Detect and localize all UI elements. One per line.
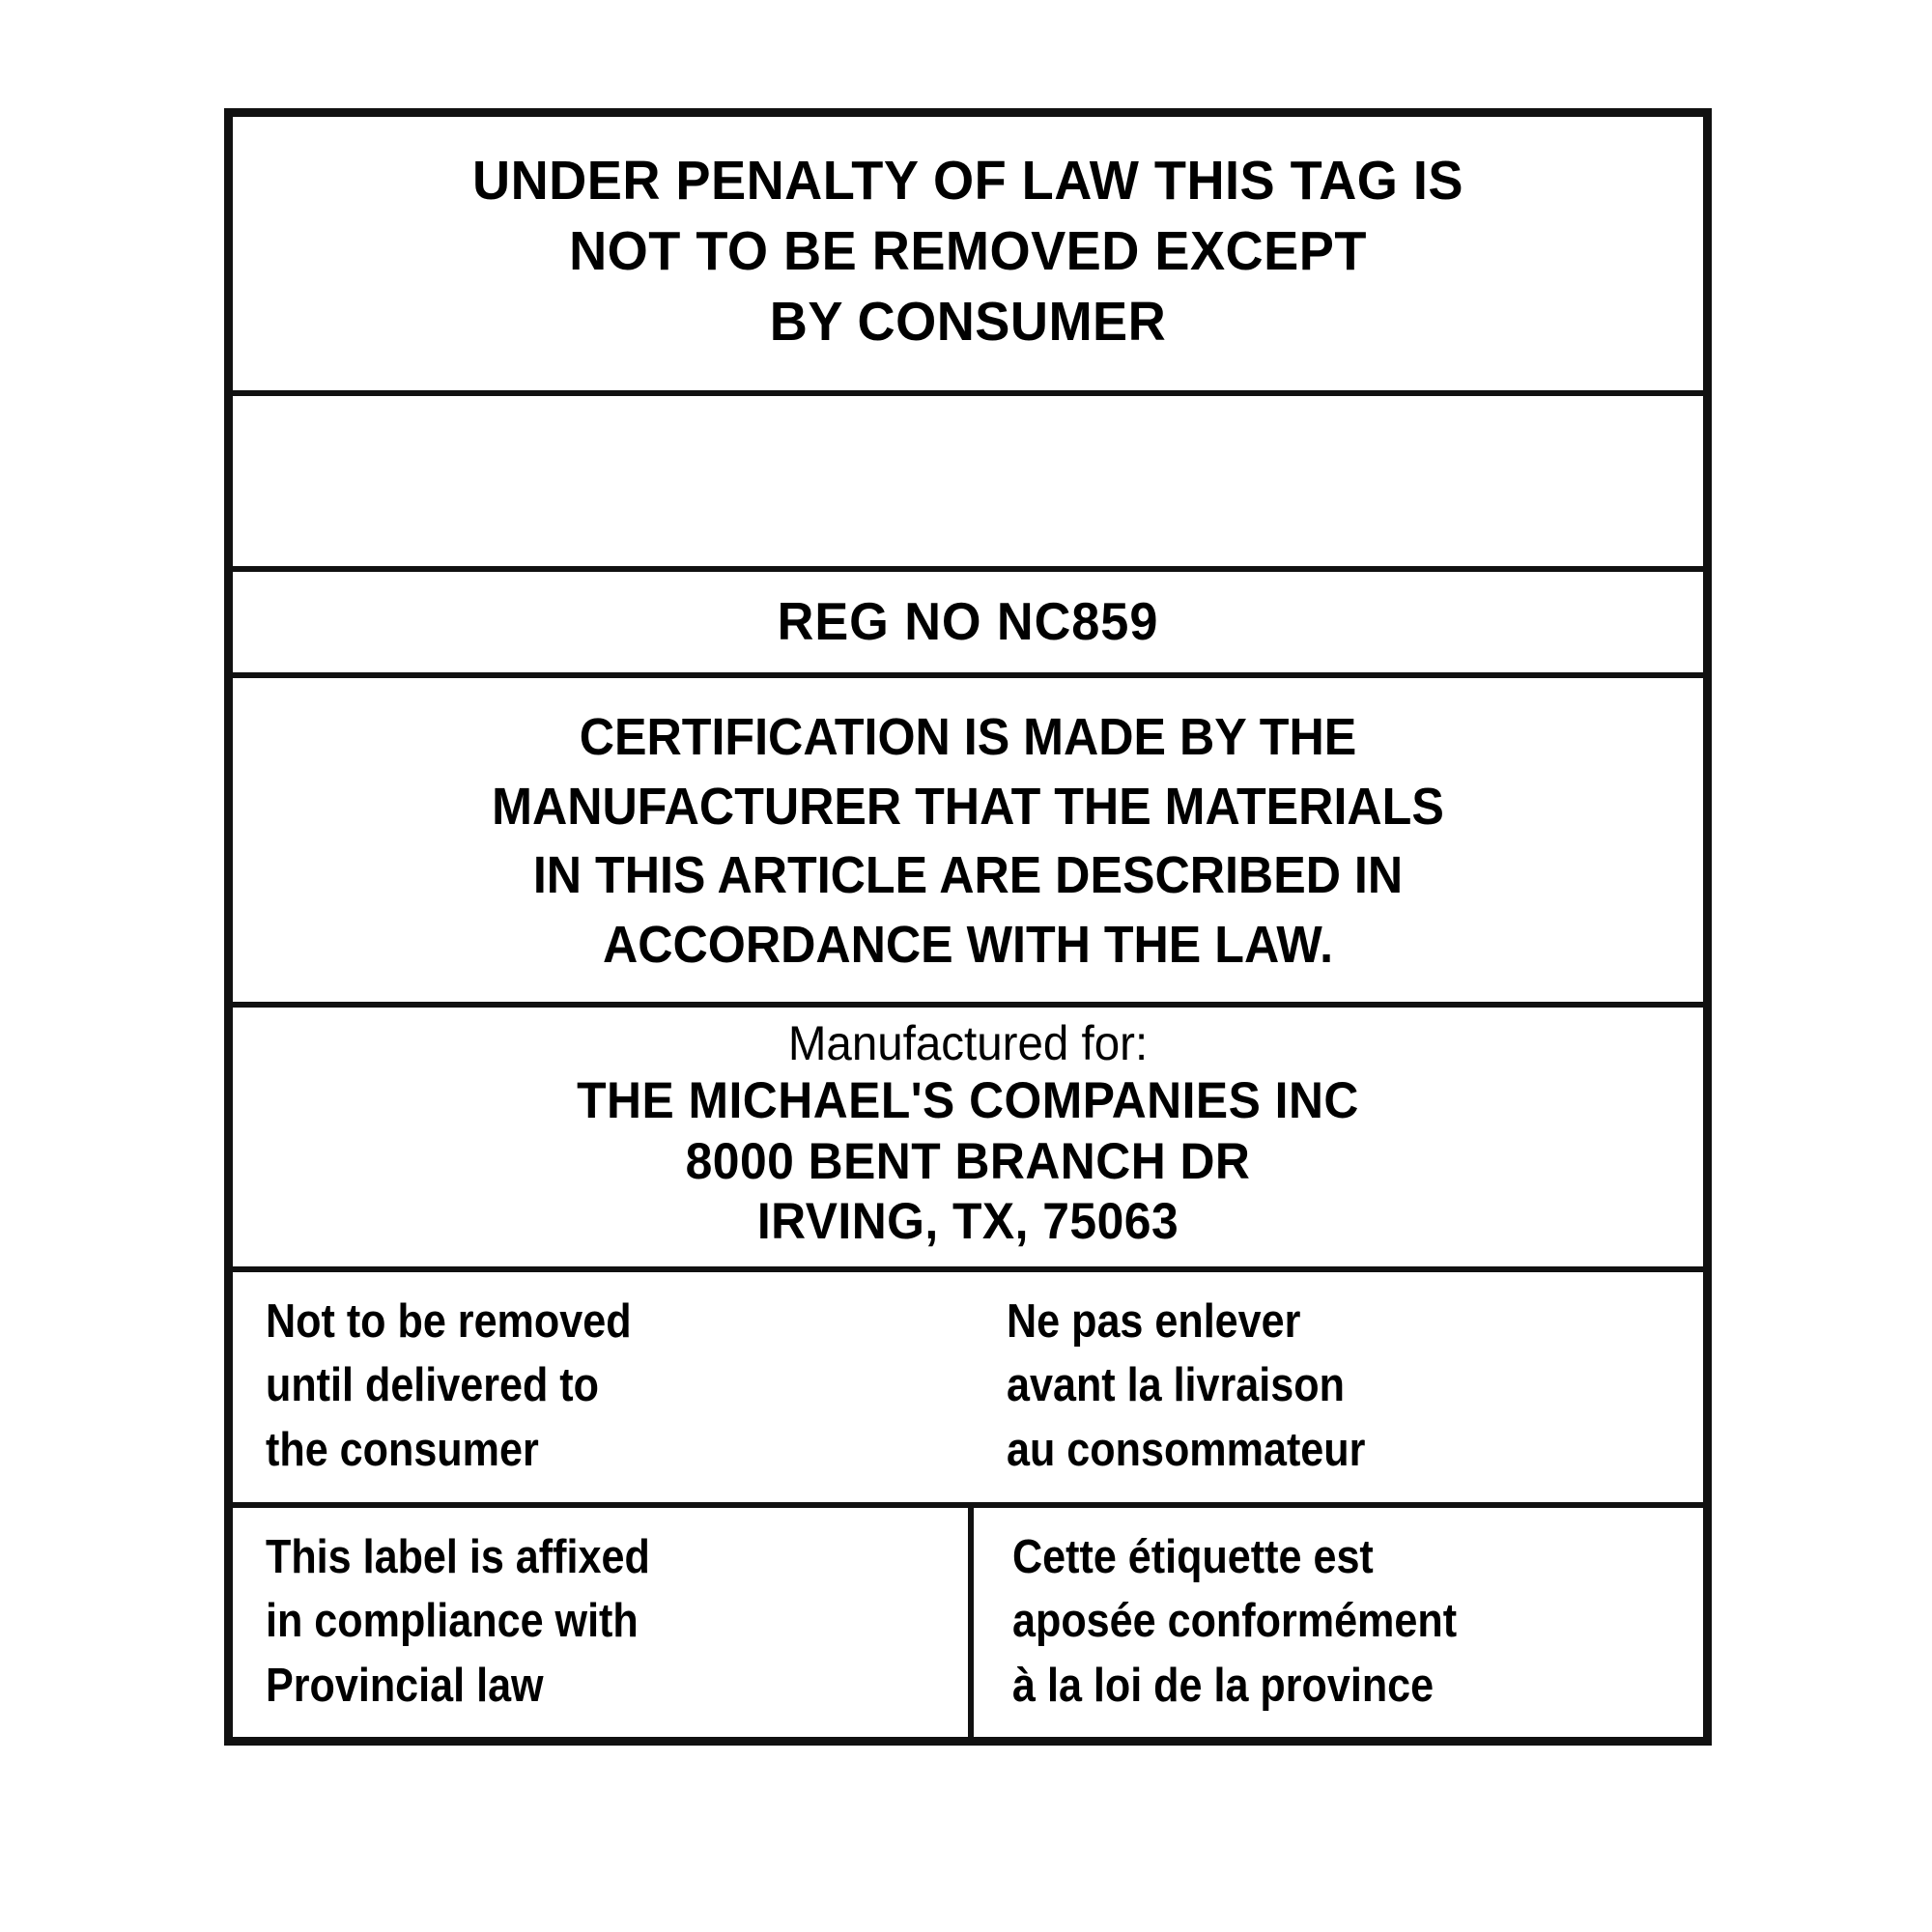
- street-address: 8000 BENT BRANCH DR: [685, 1132, 1251, 1190]
- certification-line-4: ACCORDANCE WITH THE LAW.: [602, 916, 1334, 975]
- certification-line-1: CERTIFICATION IS MADE BY THE: [579, 707, 1357, 766]
- removal-en-line-1: Not to be removed: [266, 1294, 632, 1348]
- blank-section: [233, 396, 1703, 572]
- compliance-notice-french: [968, 1508, 1703, 1738]
- certification-section: [233, 678, 1703, 1008]
- certification-block: [284, 678, 1651, 1002]
- compliance-en-line-1: This label is affixed: [266, 1530, 650, 1583]
- city-state-zip: IRVING, TX, 75063: [756, 1193, 1179, 1251]
- manufacturer-block: [233, 1008, 1703, 1266]
- compliance-en-line-3: Provincial law: [266, 1659, 544, 1712]
- headline-section: [233, 117, 1703, 396]
- removal-notice-columns: [233, 1272, 1703, 1502]
- compliance-fr-line-3: à la loi de la province: [1012, 1659, 1435, 1712]
- blank-section-text: [233, 396, 1703, 415]
- certification-line-2: MANUFACTURER THAT THE MATERIALS: [492, 777, 1444, 836]
- compliance-fr-line-2: aposée conformément: [1012, 1595, 1458, 1648]
- manufacturer-section: [233, 1008, 1703, 1272]
- company-name: THE MICHAEL'S COMPANIES INC: [577, 1072, 1359, 1130]
- removal-fr-line-3: au consommateur: [1007, 1423, 1366, 1476]
- removal-notice-english: [233, 1272, 968, 1502]
- compliance-notice-columns: [233, 1508, 1703, 1738]
- removal-fr-line-2: avant la livraison: [1007, 1359, 1345, 1412]
- headline-line-2: NOT TO BE REMOVED EXCEPT: [569, 219, 1367, 282]
- headline-line-3: BY CONSUMER: [769, 290, 1167, 353]
- certification-line-3: IN THIS ARTICLE ARE DESCRIBED IN: [532, 846, 1404, 905]
- headline-block: [270, 117, 1666, 390]
- removal-en-line-2: until delivered to: [266, 1359, 600, 1412]
- compliance-en-line-2: in compliance with: [266, 1595, 639, 1648]
- compliance-notice-english: [233, 1508, 968, 1738]
- compliance-notice-section: [233, 1508, 1703, 1738]
- registration-section: [233, 572, 1703, 678]
- headline-line-1: UNDER PENALTY OF LAW THIS TAG IS: [471, 150, 1464, 212]
- removal-notice-french: [968, 1272, 1703, 1502]
- removal-en-line-3: the consumer: [266, 1423, 539, 1476]
- compliance-fr-line-1: Cette étiquette est: [1012, 1530, 1374, 1583]
- law-tag: [224, 108, 1712, 1746]
- removal-notice-section: [233, 1272, 1703, 1508]
- registration-number: REG NO NC859: [777, 590, 1159, 651]
- removal-fr-line-1: Ne pas enlever: [1007, 1294, 1301, 1348]
- manufactured-for-label: Manufactured for:: [787, 1016, 1149, 1071]
